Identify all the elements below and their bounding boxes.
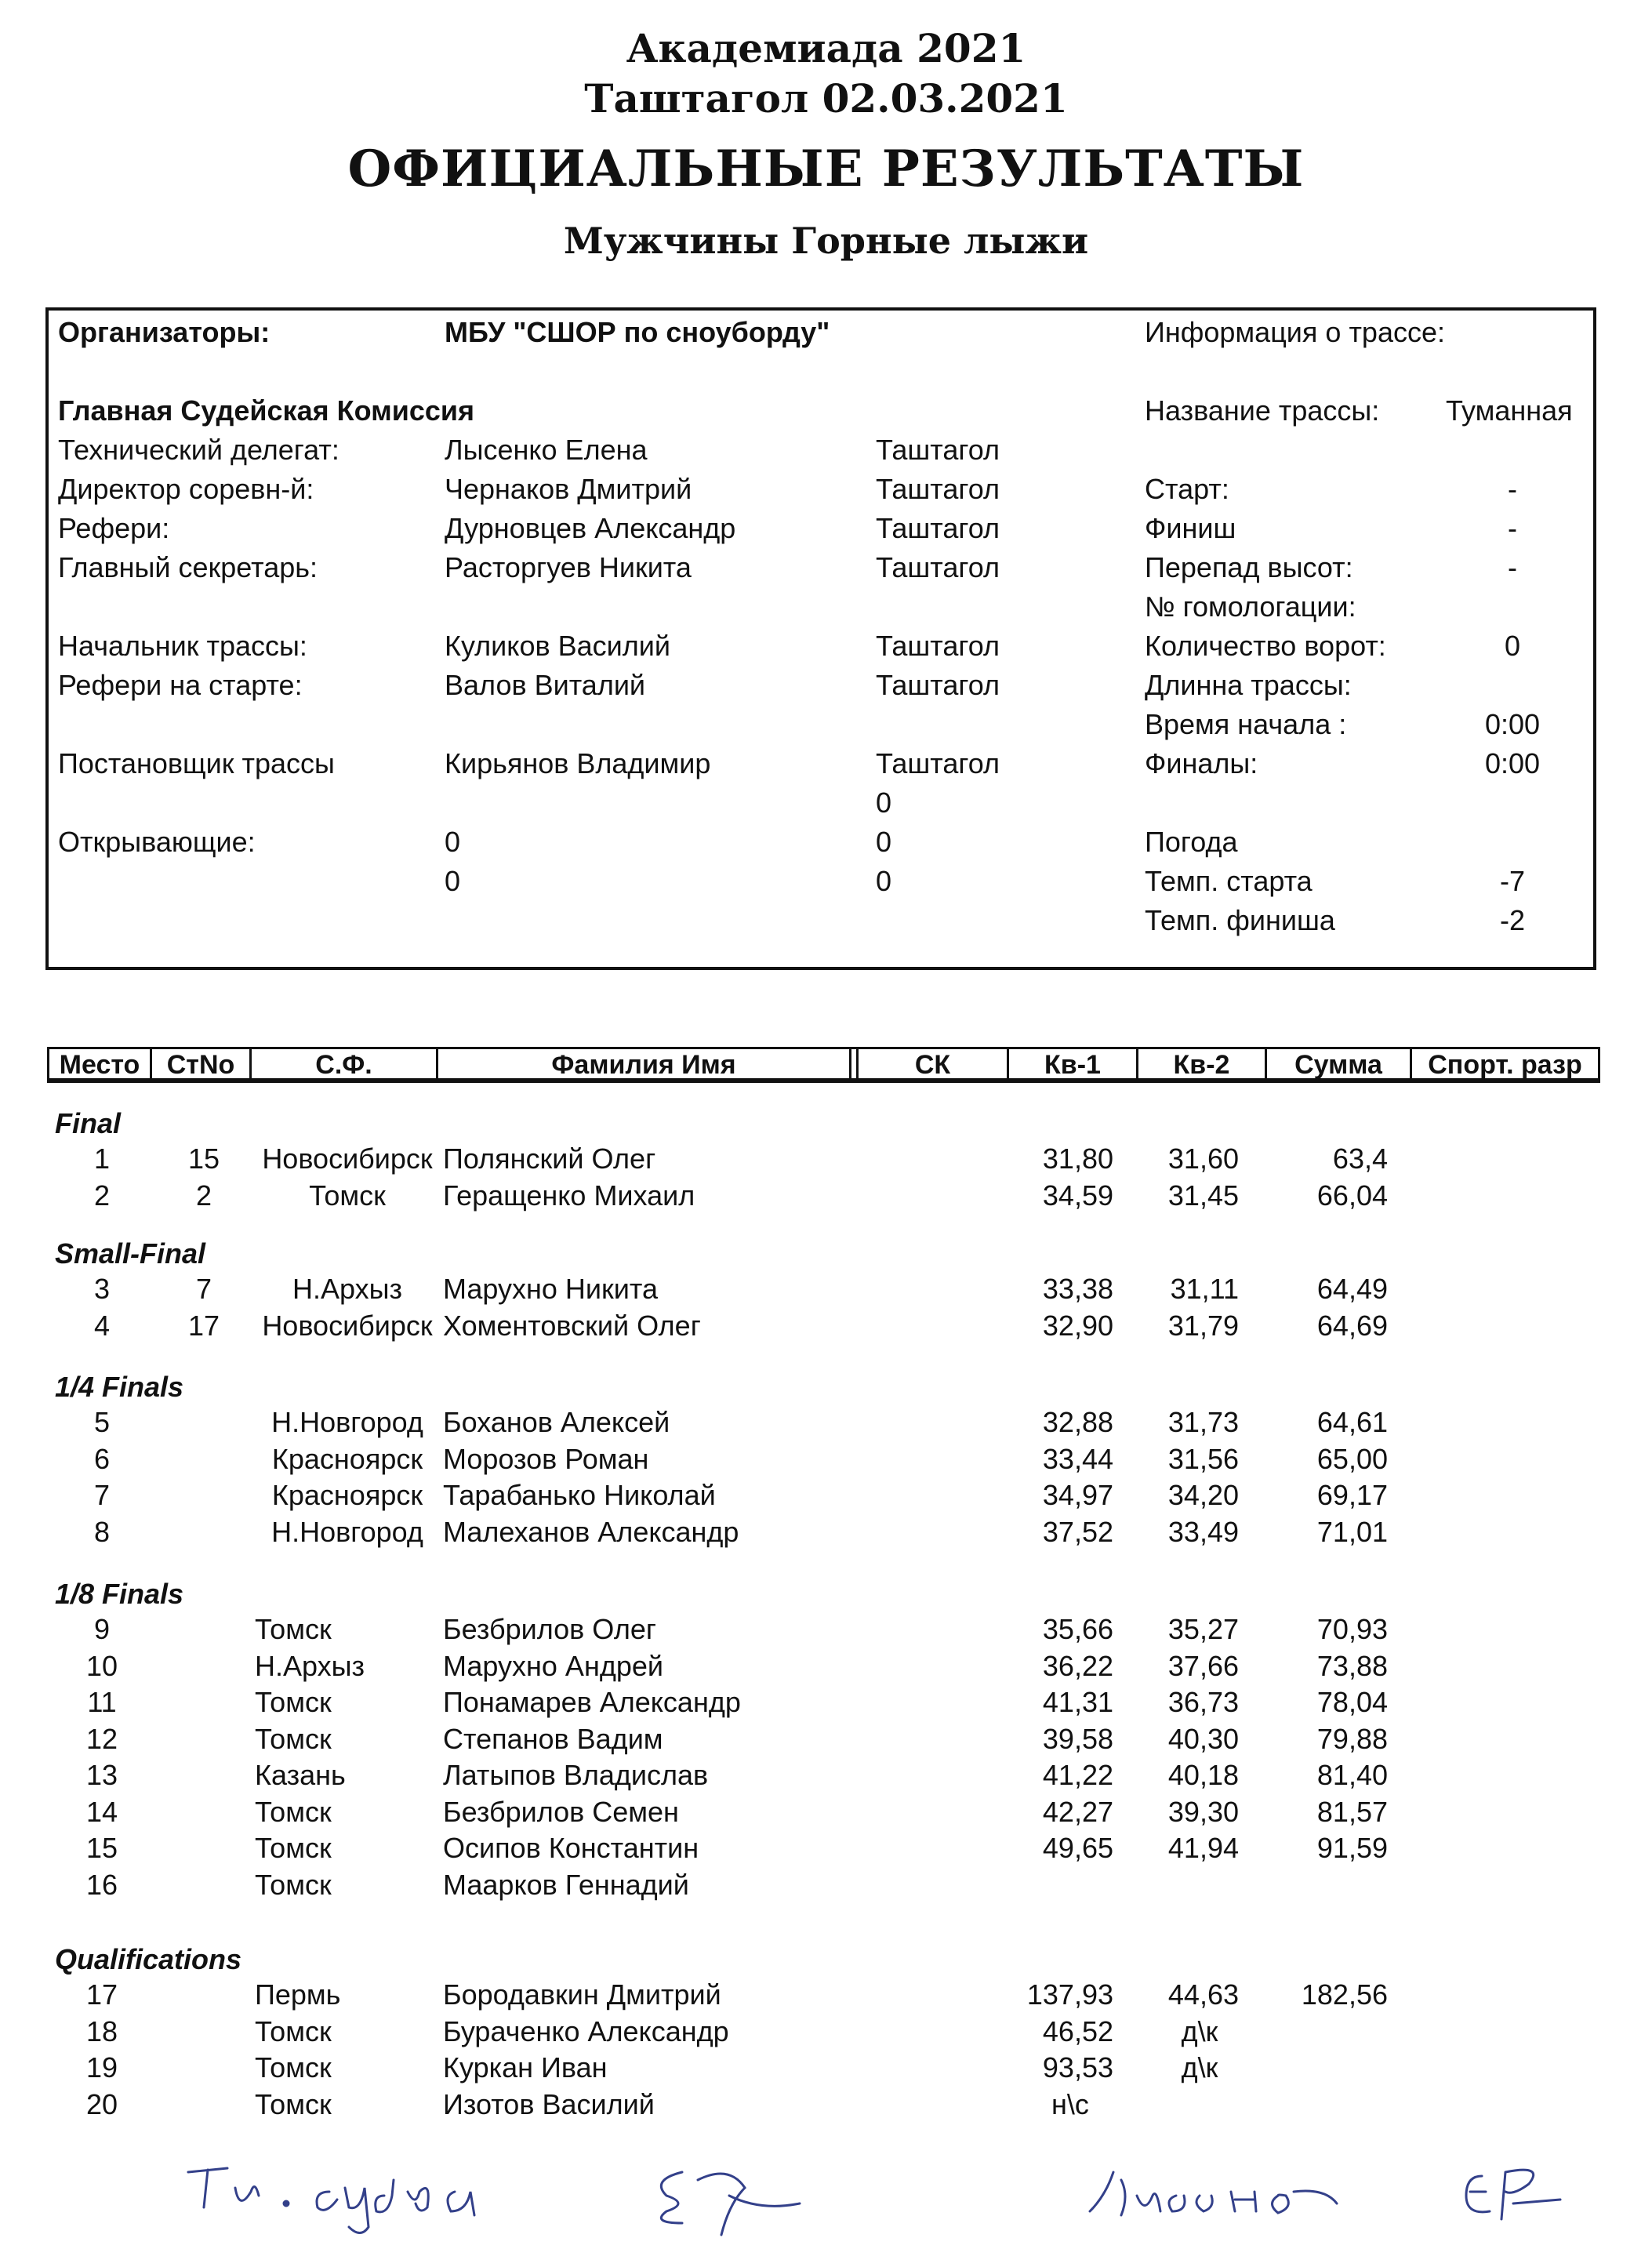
run2-cell: 39,30 [1167,1795,1239,1828]
official-name: Куликов Василий [445,630,670,662]
city-cell: Казань [255,1759,346,1791]
run2-cell: 33,49 [1167,1515,1239,1548]
run1-cell: 33,38 [1042,1273,1113,1305]
total-cell: 63,4 [1332,1143,1388,1175]
total-cell: 70,93 [1316,1613,1388,1645]
run2-cell: 31,11 [1170,1273,1239,1305]
official-name: Кирьянов Владимир [445,747,711,779]
city-cell: Красноярск [271,1442,423,1475]
run2-cell: 36,73 [1167,1686,1239,1718]
bib-cell: 15 [187,1143,220,1175]
place-cell: 12 [85,1722,118,1755]
section-title: Qualifications [55,1943,242,1975]
place-cell: 14 [85,1795,118,1828]
course-item-label: Финалы: [1145,747,1258,779]
run2-cell: д\к [1181,2015,1218,2047]
athlete-name-cell: Понамарев Александр [443,1686,741,1718]
course-info-heading: Информация о трассе: [1145,316,1445,348]
athlete-name-cell: Марухно Андрей [443,1649,663,1682]
column-header: Фамилия Имя [436,1047,851,1083]
forerunner-a: 0 [445,865,461,897]
place-cell: 10 [85,1649,118,1682]
run2-cell: 40,30 [1167,1722,1239,1755]
run1-cell: 32,90 [1042,1309,1113,1342]
run2-cell: 37,66 [1167,1649,1239,1682]
run1-cell: 41,31 [1042,1686,1113,1718]
official-role: Начальник трассы: [58,630,307,662]
official-extra: 0 [876,787,892,819]
info-box [45,307,1596,970]
official-name: Расторгуев Никита [445,551,692,583]
section-title: Small-Final [55,1237,206,1270]
run2-cell: д\к [1181,2051,1218,2084]
column-header: С.Ф. [249,1047,438,1083]
official-name: Чернаков Дмитрий [445,473,692,505]
official-role: Технический делегат: [58,434,339,466]
course-name-label: Название трассы: [1145,394,1380,427]
official-city: Таштагол [876,747,1000,779]
official-city: Таштагол [876,630,1000,662]
total-cell: 71,01 [1316,1515,1388,1548]
official-role: Директор соревн-й: [58,473,314,505]
total-cell: 81,40 [1316,1759,1388,1791]
run1-cell: н\с [1051,2087,1089,2120]
athlete-name-cell: Маарков Геннадий [443,1868,689,1901]
total-cell: 64,61 [1316,1406,1388,1438]
judge-signature [180,2149,1639,2243]
bib-cell: 7 [195,1273,212,1305]
place-cell: 4 [93,1309,111,1342]
course-item-label: Перепад высот: [1145,551,1353,583]
course-item-label: Старт: [1145,473,1229,505]
run1-cell: 42,27 [1042,1795,1113,1828]
athlete-name-cell: Бородавкин Дмитрий [443,1978,721,2011]
total-cell: 182,56 [1301,1978,1388,2011]
place-cell: 8 [93,1515,111,1548]
run1-cell: 49,65 [1042,1832,1113,1864]
run2-cell: 34,20 [1167,1479,1239,1511]
official-role: Главный секретарь: [58,551,318,583]
athlete-name-cell: Боханов Алексей [443,1406,670,1438]
total-cell: 78,04 [1316,1686,1388,1718]
place-cell: 19 [85,2051,118,2084]
course-item-value: - [1508,473,1517,505]
course-item-label: Темп. финиша [1145,904,1335,936]
place-cell: 9 [93,1613,111,1645]
course-item-value: -2 [1499,904,1525,936]
course-item-value: - [1508,551,1517,583]
page-subtitle: Мужчины Горные лыжи [563,220,1089,262]
official-role: Рефери на старте: [58,669,303,701]
athlete-name-cell: Изотов Василий [443,2087,655,2120]
course-item-label: Темп. старта [1145,865,1313,897]
city-cell: Томск [255,1795,332,1828]
athlete-name-cell: Латыпов Владислав [443,1759,709,1791]
column-header: Кв-1 [1007,1047,1138,1083]
city-cell: Томск [255,1832,332,1864]
official-name: Валов Виталий [445,669,646,701]
run1-cell: 46,52 [1042,2015,1113,2047]
event-place-date: Таштагол 02.03.2021 [584,75,1068,122]
column-header: Место [47,1047,152,1083]
total-cell: 66,04 [1316,1179,1388,1212]
city-cell: Н.Архыз [292,1273,402,1305]
athlete-name-cell: Безбрилов Семен [443,1795,679,1828]
place-cell: 2 [93,1179,111,1212]
athlete-name-cell: Безбрилов Олег [443,1613,657,1645]
run1-cell: 35,66 [1042,1613,1113,1645]
run2-cell: 40,18 [1167,1759,1239,1791]
course-name-value: Туманная [1446,394,1573,427]
forerunner-a: 0 [445,826,461,858]
course-item-label: Количество ворот: [1145,630,1386,662]
official-name: Дурновцев Александр [445,512,736,544]
course-item-label: Длинна трассы: [1145,669,1352,701]
city-cell: Красноярск [271,1479,423,1511]
city-cell: Томск [255,1868,332,1901]
city-cell: Новосибирск [262,1309,433,1342]
event-name: Академиада 2021 [626,25,1026,71]
run1-cell: 37,52 [1042,1515,1113,1548]
run1-cell: 33,44 [1042,1442,1113,1475]
run1-cell: 32,88 [1042,1406,1113,1438]
official-city: Таштагол [876,669,1000,701]
athlete-name-cell: Куркан Иван [443,2051,608,2084]
place-cell: 6 [93,1442,111,1475]
official-city: Таштагол [876,551,1000,583]
official-role: Рефери: [58,512,170,544]
run1-cell: 34,97 [1042,1479,1113,1511]
place-cell: 20 [85,2087,118,2120]
total-cell: 65,00 [1316,1442,1388,1475]
athlete-name-cell: Морозов Роман [443,1442,649,1475]
city-cell: Томск [255,2087,332,2120]
total-cell: 81,57 [1316,1795,1388,1828]
total-cell: 73,88 [1316,1649,1388,1682]
column-header: СК [856,1047,1009,1083]
place-cell: 1 [93,1143,111,1175]
run2-cell: 31,73 [1167,1406,1239,1438]
run2-cell: 41,94 [1167,1832,1239,1864]
run1-cell: 137,93 [1026,1978,1113,2011]
column-header: Спорт. разр [1410,1047,1600,1083]
official-name: Лысенко Елена [445,434,648,466]
total-cell: 91,59 [1316,1832,1388,1864]
athlete-name-cell: Марухно Никита [443,1273,659,1305]
column-header: Сумма [1265,1047,1412,1083]
course-item-value: - [1508,512,1517,544]
course-item-value: 0:00 [1484,708,1541,740]
course-item-label: Время начала : [1145,708,1347,740]
athlete-name-cell: Бураченко Александр [443,2015,729,2047]
total-cell: 79,88 [1316,1722,1388,1755]
city-cell: Пермь [255,1978,341,2011]
forerunner-b: 0 [876,826,892,858]
course-item-value: 0:00 [1484,747,1541,779]
run1-cell: 34,59 [1042,1179,1113,1212]
athlete-name-cell: Полянский Олег [443,1143,656,1175]
athlete-name-cell: Хоментовский Олег [443,1309,701,1342]
city-cell: Н.Новгород [271,1515,423,1548]
run1-cell: 41,22 [1042,1759,1113,1791]
place-cell: 3 [93,1273,111,1305]
run2-cell: 31,60 [1167,1143,1239,1175]
run2-cell: 44,63 [1167,1978,1239,2011]
section-title: 1/8 Finals [55,1578,184,1610]
total-cell: 64,49 [1316,1273,1388,1305]
section-title: 1/4 Finals [55,1371,184,1403]
course-item-value: 0 [1504,630,1521,662]
run2-cell: 31,56 [1167,1442,1239,1475]
city-cell: Томск [255,1613,332,1645]
run2-cell: 31,79 [1167,1309,1239,1342]
city-cell: Новосибирск [262,1143,433,1175]
place-cell: 5 [93,1406,111,1438]
place-cell: 18 [85,2015,118,2047]
city-cell: Томск [255,2051,332,2084]
place-cell: 11 [87,1686,117,1718]
city-cell: Н.Новгород [271,1406,423,1438]
column-header: СтNo [150,1047,252,1083]
total-cell: 64,69 [1316,1309,1388,1342]
official-city: Таштагол [876,434,1000,466]
city-cell: Томск [255,1722,332,1755]
forerunner-b: 0 [876,865,892,897]
bib-cell: 2 [195,1179,212,1212]
city-cell: Н.Архыз [255,1649,365,1682]
athlete-name-cell: Тарабанько Николай [443,1479,716,1511]
official-city: Таштагол [876,512,1000,544]
course-item-label: № гомологации: [1145,590,1356,623]
place-cell: 15 [85,1832,118,1864]
course-item-value: -7 [1499,865,1525,897]
place-cell: 16 [85,1868,118,1901]
forerunners-label: Открывающие: [58,826,256,858]
bib-cell: 17 [187,1309,220,1342]
organizers-label: Организаторы: [58,316,270,348]
course-item-label: Финиш [1145,512,1236,544]
page-title: ОФИЦИАЛЬНЫЕ РЕЗУЛЬТАТЫ [347,140,1305,198]
athlete-name-cell: Геращенко Михаил [443,1179,695,1212]
section-title: Final [55,1107,122,1139]
run1-cell: 39,58 [1042,1722,1113,1755]
column-header: Кв-2 [1136,1047,1267,1083]
athlete-name-cell: Малеханов Александр [443,1515,739,1548]
run1-cell: 93,53 [1042,2051,1113,2084]
official-role: Постановщик трассы [58,747,335,779]
run2-cell: 31,45 [1167,1179,1239,1212]
results-table-header [47,1047,1598,1088]
athlete-name-cell: Степанов Вадим [443,1722,663,1755]
total-cell: 69,17 [1316,1479,1388,1511]
run2-cell: 35,27 [1167,1613,1239,1645]
athlete-name-cell: Осипов Константин [443,1832,699,1864]
place-cell: 7 [93,1479,111,1511]
course-item-label: Погода [1145,826,1238,858]
organizers-value: МБУ "СШОР по сноуборду" [445,316,830,348]
run1-cell: 36,22 [1042,1649,1113,1682]
official-city: Таштагол [876,473,1000,505]
commission-label: Главная Судейская Комиссия [58,394,475,427]
city-cell: Томск [309,1179,386,1212]
run1-cell: 31,80 [1042,1143,1113,1175]
place-cell: 17 [85,1978,118,2011]
city-cell: Томск [255,2015,332,2047]
place-cell: 13 [85,1759,118,1791]
city-cell: Томск [255,1686,332,1718]
